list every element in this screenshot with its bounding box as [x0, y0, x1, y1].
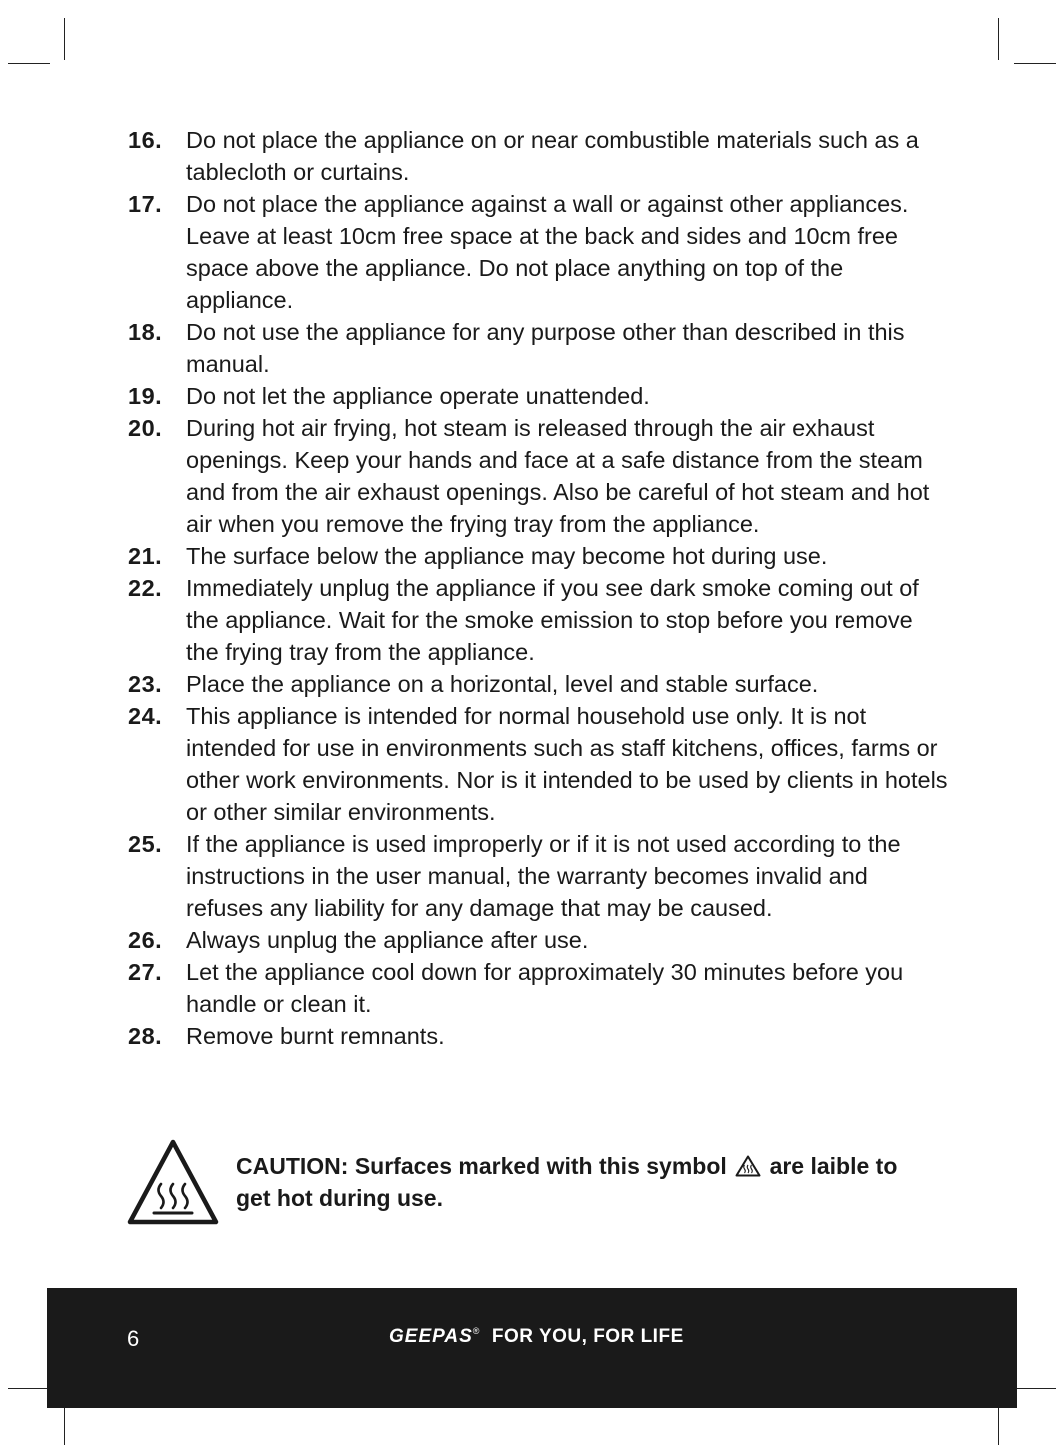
caution-notice — [126, 1138, 946, 1228]
crop-mark — [64, 1403, 65, 1445]
item-number: 20. — [128, 415, 163, 441]
item-number: 22. — [128, 575, 163, 601]
hot-surface-warning-icon — [126, 1138, 220, 1226]
list-item — [128, 572, 948, 668]
item-text: Do not place the appliance on or near combustible materials such as a tablecloth or curtains. — [186, 127, 919, 185]
item-text: During hot air frying, hot steam is released through the air exhaust openings. Keep your hands and face at a safe distance from the steam and from the air exhaust openings. Also be careful of hot steam and hot air when you remove the frying tray from the appliance. — [186, 415, 930, 537]
list-item — [128, 124, 948, 188]
brand-logo: GEEPAS — [389, 1326, 473, 1347]
item-number: 25. — [128, 831, 163, 857]
item-text: If the appliance is used improperly or if it is not used according to the instructions in the user manual, the warranty becomes invalid and refuses any liability for any damage that may be caused. — [186, 831, 901, 921]
caution-text-end: are laible to get hot during use. — [236, 1153, 898, 1211]
list-item — [128, 956, 948, 1020]
brand-lockup — [389, 1326, 684, 1348]
page-number: 6 — [127, 1326, 140, 1351]
item-text: Do not use the appliance for any purpose other than described in this manual. — [186, 319, 905, 377]
item-text: Let the appliance cool down for approximately 30 minutes before you handle or clean it. — [186, 959, 904, 1017]
list-item — [128, 316, 948, 380]
caution-text-start: CAUTION: Surfaces marked with this symbol — [236, 1153, 727, 1179]
list-item — [128, 412, 948, 540]
safety-instructions-list — [128, 124, 948, 1052]
item-number: 27. — [128, 959, 163, 985]
hot-surface-inline-icon — [735, 1155, 761, 1177]
item-number: 28. — [128, 1023, 163, 1049]
item-text: Place the appliance on a horizontal, level and stable surface. — [186, 671, 819, 697]
item-number: 18. — [128, 319, 163, 345]
item-number: 23. — [128, 671, 163, 697]
list-item — [128, 924, 948, 956]
list-item — [128, 828, 948, 924]
brand-tagline: FOR YOU, FOR LIFE — [491, 1326, 684, 1347]
item-number: 17. — [128, 191, 163, 217]
list-item — [128, 700, 948, 828]
item-text: Remove burnt remnants. — [186, 1023, 445, 1049]
crop-mark — [1014, 1388, 1056, 1389]
list-item — [128, 540, 948, 572]
item-text: Immediately unplug the appliance if you see dark smoke coming out of the appliance. Wait for the smoke emission to stop before you remove the frying tray from the appliance. — [186, 575, 919, 665]
item-text: This appliance is intended for normal household use only. It is not intended for use in environments such as staff kitchens, offices, farms or other work environments. Nor is it intended to be used by clients in hotels or other similar environments. — [186, 703, 948, 825]
list-item — [128, 668, 948, 700]
item-text: Always unplug the appliance after use. — [186, 927, 589, 953]
item-text: Do not place the appliance against a wall or against other appliances. Leave at least 10cm free space at the back and sides and 10cm free space above the appliance. Do not place anything on top of the appliance. — [186, 191, 909, 313]
item-number: 21. — [128, 543, 163, 569]
crop-mark — [8, 63, 50, 64]
item-text: Do not let the appliance operate unattended. — [186, 383, 650, 409]
crop-mark — [998, 1403, 999, 1445]
crop-mark — [1014, 63, 1056, 64]
crop-mark — [8, 1388, 50, 1389]
item-number: 19. — [128, 383, 163, 409]
list-item — [128, 188, 948, 316]
crop-mark — [64, 18, 65, 60]
registered-mark: ® — [472, 1326, 480, 1336]
list-item — [128, 1020, 948, 1052]
item-text: The surface below the appliance may become hot during use. — [186, 543, 828, 569]
crop-mark — [998, 18, 999, 60]
item-number: 26. — [128, 927, 163, 953]
item-number: 24. — [128, 703, 163, 729]
list-item — [128, 380, 948, 412]
caution-text — [236, 1150, 936, 1214]
item-number: 16. — [128, 127, 163, 153]
page-footer — [47, 1288, 1017, 1408]
